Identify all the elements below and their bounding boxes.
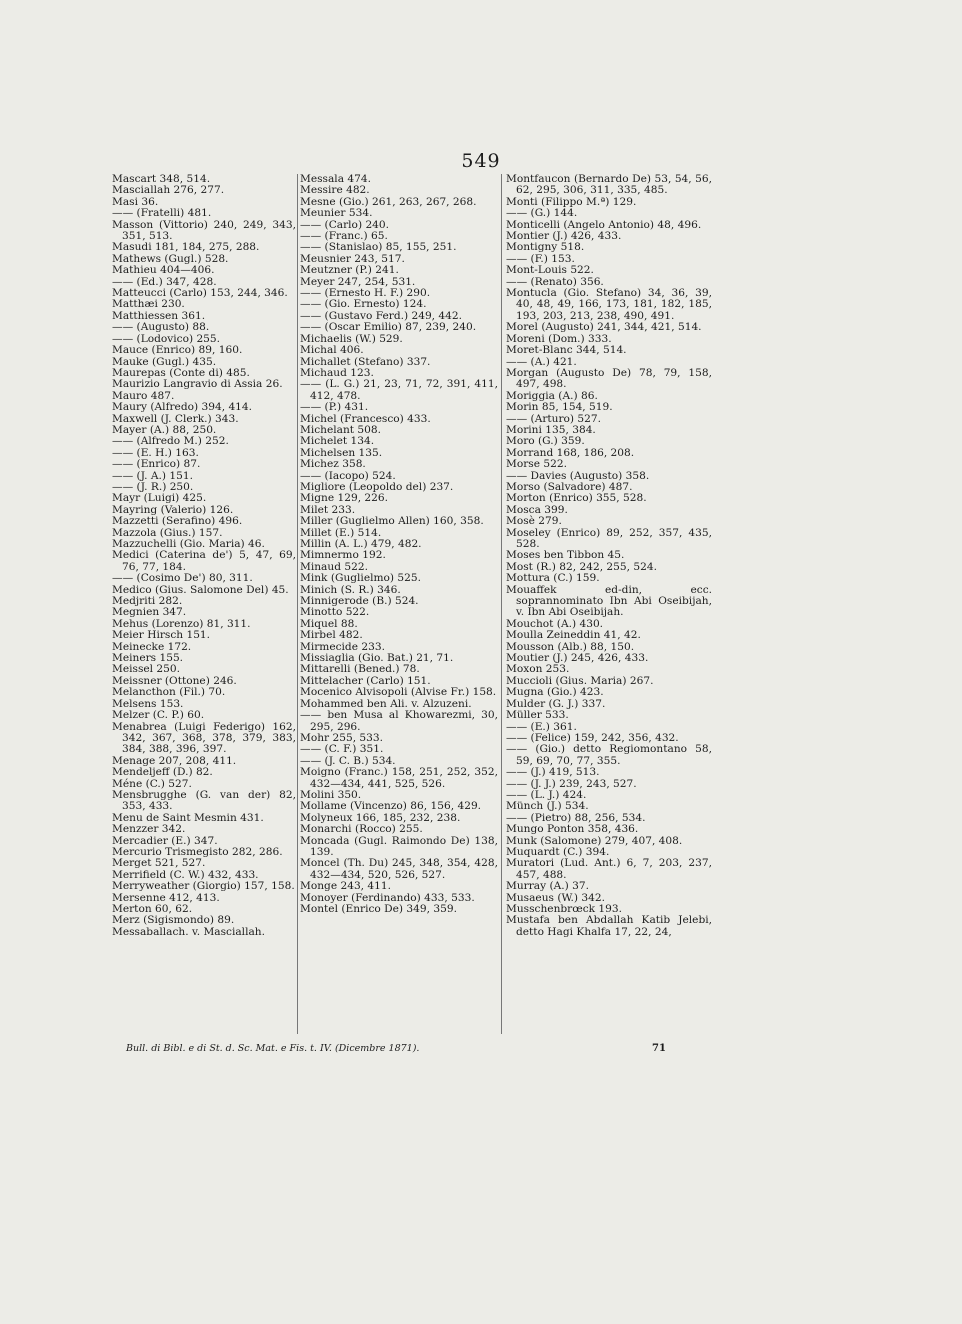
index-entry: Michal 406. xyxy=(300,344,364,357)
index-entry: —— (Cosimo De') 80, 311. xyxy=(112,572,253,585)
index-entry: Mersenne 412, 413. xyxy=(112,891,220,904)
index-entry: Montucla (Gio. Stefano) 34, 36, 39, 40, 48, 49, 166, 173, 181, 182, 185, 193, 203, 213, 238, 490, 491. xyxy=(506,287,712,322)
index-entry: Masi 36. xyxy=(112,195,159,208)
index-entry: Medico (Gius. Salomone Del) 45. xyxy=(112,583,289,596)
index-entry: —— (Enrico) 87. xyxy=(112,458,201,471)
index-entry: —— (Felice) 159, 242, 356, 432. xyxy=(506,731,679,744)
index-entry: Mathieu 404—406. xyxy=(112,264,215,277)
index-entry: Minotto 522. xyxy=(300,606,370,619)
index-entry: Moreni (Dom.) 333. xyxy=(506,332,612,345)
index-entry: —— (L. G.) 21, 23, 71, 72, 391, 411, 412, 478. xyxy=(300,378,498,402)
index-entry: Michelant 508. xyxy=(300,423,381,436)
index-entry: Merryweather (Giorgio) 157, 158. xyxy=(112,880,295,893)
column-divider xyxy=(297,174,298,1034)
index-entry: —— (Fratelli) 481. xyxy=(112,207,212,220)
index-entry: Meutzner (P.) 241. xyxy=(300,264,399,277)
index-entry: Mohammed ben Ali. v. Alzuzeni. xyxy=(300,697,472,710)
index-entry: —— (Gio.) detto Regiomontano 58, 59, 69, 70, 77, 355. xyxy=(506,743,712,767)
index-entry: —— (C. F.) 351. xyxy=(300,743,384,756)
index-entry: Munk (Salomone) 279, 407, 408. xyxy=(506,834,683,847)
index-entry: Molini 350. xyxy=(300,788,362,801)
index-entry: Michel (Francesco) 433. xyxy=(300,412,431,425)
index-entry: —— (L. J.) 424. xyxy=(506,788,587,801)
index-column-left xyxy=(112,174,296,938)
index-entry: Miller (Guglielmo Allen) 160, 358. xyxy=(300,515,484,528)
index-entry: Migne 129, 226. xyxy=(300,492,389,505)
index-entry: Menage 207, 208, 411. xyxy=(112,754,237,767)
index-entry: Medici (Caterina de') 5, 47, 69, 76, 77, 184. xyxy=(112,549,296,573)
index-entry: Montier (J.) 426, 433. xyxy=(506,230,622,243)
index-entry: —— (Renato) 356. xyxy=(506,275,604,288)
index-entry: Mesne (Gio.) 261, 263, 267, 268. xyxy=(300,195,477,208)
signature-mark: 71 xyxy=(652,1043,666,1054)
index-entry: Melzer (C. P.) 60. xyxy=(112,709,205,722)
index-entry: Moigno (Franc.) 158, 251, 252, 352, 432—434, 441, 525, 526. xyxy=(300,766,498,790)
index-entry: Mauro 487. xyxy=(112,389,175,402)
index-entry: Maurepas (Conte di) 485. xyxy=(112,366,250,379)
index-entry: Montel (Enrico De) 349, 359. xyxy=(300,903,457,915)
index-entry: Muquardt (C.) 394. xyxy=(506,845,610,858)
index-entry: Mazzetti (Serafino) 496. xyxy=(112,515,243,528)
index-entry: Meusnier 243, 517. xyxy=(300,252,405,265)
index-entry: Montfaucon (Bernardo De) 53, 54, 56, 62, 295, 306, 311, 335, 485. xyxy=(506,173,712,197)
index-entry: Moncada (Gugl. Raimondo De) 138, 139. xyxy=(300,834,498,858)
index-entry: Miquel 88. xyxy=(300,617,358,630)
column-divider xyxy=(501,174,502,1034)
index-entry: Mascart 348, 514. xyxy=(112,173,211,185)
index-entry: Mittarelli (Bened.) 78. xyxy=(300,663,420,676)
index-entry: Mazzuchelli (Gio. Maria) 46. xyxy=(112,538,265,550)
index-entry: —— ben Musa al Khowarezmi, 30, 295, 296. xyxy=(300,709,498,733)
index-entry: Mollame (Vincenzo) 86, 156, 429. xyxy=(300,800,482,813)
index-entry: Michaud 123. xyxy=(300,366,374,379)
index-entry: Meiners 155. xyxy=(112,652,184,665)
index-entry: —— (J. J.) 239, 243, 527. xyxy=(506,777,637,790)
index-entry: Matteucci (Carlo) 153, 244, 346. xyxy=(112,287,288,300)
journal-citation: Bull. di Bibl. e di St. d. Sc. Mat. e Fis. t. IV. (Dicembre 1871). xyxy=(126,1043,420,1054)
index-entry: Mousson (Alb.) 88, 150. xyxy=(506,640,635,653)
index-entry: Mohr 255, 533. xyxy=(300,731,384,744)
index-entry: Mustafa ben Abdallah Katib Jelebi, detto Hagi Khalfa 17, 22, 24, xyxy=(506,914,712,938)
index-entry: Mehus (Lorenzo) 81, 311. xyxy=(112,617,251,630)
index-entry: Mosè 279. xyxy=(506,515,562,528)
index-entry: Morso (Salvadore) 487. xyxy=(506,480,633,493)
index-entry: —— (Stanislao) 85, 155, 251. xyxy=(300,241,457,254)
index-entry: Mayr (Luigi) 425. xyxy=(112,492,207,505)
index-entry: Mungo Ponton 358, 436. xyxy=(506,823,639,836)
index-entry: Monge 243, 411. xyxy=(300,880,392,893)
index-entry: Mendeljeff (D.) 82. xyxy=(112,766,213,779)
index-entry: Monti (Filippo M.ª) 129. xyxy=(506,195,637,208)
index-entry: Murray (A.) 37. xyxy=(506,880,589,893)
index-entry: Münch (J.) 534. xyxy=(506,800,589,813)
index-entry: Menzzer 342. xyxy=(112,823,186,836)
index-entry: Meissel 250. xyxy=(112,663,180,676)
index-entry: Masudi 181, 184, 275, 288. xyxy=(112,241,260,254)
index-entry: Merrifield (C. W.) 432, 433. xyxy=(112,868,259,881)
index-entry: —— (E. H.) 163. xyxy=(112,446,199,459)
index-entry: Mirbel 482. xyxy=(300,629,363,642)
index-entry: Messire 482. xyxy=(300,184,370,197)
page-number: 549 xyxy=(461,150,501,172)
index-entry: Muratori (Lud. Ant.) 6, 7, 203, 237, 457, 488. xyxy=(506,857,712,881)
index-entry: Medjriti 282. xyxy=(112,595,183,608)
index-entry: Mauke (Gugl.) 435. xyxy=(112,355,217,368)
index-entry: Moutier (J.) 245, 426, 433. xyxy=(506,652,649,665)
index-entry: Müller 533. xyxy=(506,709,569,722)
index-entry: Merz (Sigismondo) 89. xyxy=(112,914,235,927)
index-entry: —— (Alfredo M.) 252. xyxy=(112,435,229,448)
index-entry: Melsens 153. xyxy=(112,697,184,710)
index-entry: Moriggia (A.) 86. xyxy=(506,389,598,402)
index-entry: Mayer (A.) 88, 250. xyxy=(112,423,217,436)
index-entry: Melancthon (Fil.) 70. xyxy=(112,686,226,699)
index-entry: Monoyer (Ferdinando) 433, 533. xyxy=(300,891,475,904)
index-entry: Maurizio Langravio di Assia 26. xyxy=(112,378,283,391)
index-entry: Méne (C.) 527. xyxy=(112,777,192,790)
index-entry: Migliore (Leopoldo del) 237. xyxy=(300,480,454,493)
index-entry: Morgan (Augusto De) 78, 79, 158, 497, 498. xyxy=(506,366,712,391)
index-column-right xyxy=(506,174,712,938)
index-entry: Messala 474. xyxy=(300,173,371,185)
index-entry: —— (F.) 153. xyxy=(506,252,575,265)
index-entry: Menu de Saint Mesmin 431. xyxy=(112,811,264,824)
index-entry: Merget 521, 527. xyxy=(112,857,206,870)
index-entry: Michelet 134. xyxy=(300,435,375,448)
index-entry: Michelsen 135. xyxy=(300,446,383,459)
index-entry: Mink (Guglielmo) 525. xyxy=(300,572,421,585)
index-entry: Mosca 399. xyxy=(506,503,568,516)
index-entry: Messaballach. v. Masciallah. xyxy=(112,925,265,938)
index-entry: Mirmecide 233. xyxy=(300,640,385,653)
index-entry: Megnien 347. xyxy=(112,606,187,619)
index-entry: Michez 358. xyxy=(300,458,366,471)
index-entry: Morrand 168, 186, 208. xyxy=(506,446,635,459)
index-entry: Mercadier (E.) 347. xyxy=(112,834,218,847)
index-entry: —— (P.) 431. xyxy=(300,401,369,414)
index-entry: Mocenico Alvisopoli (Alvise Fr.) 158. xyxy=(300,686,497,699)
index-entry: —— (Franc.) 65. xyxy=(300,230,388,243)
index-entry: Muccioli (Gius. Maria) 267. xyxy=(506,674,654,687)
index-entry: Meunier 534. xyxy=(300,207,373,220)
index-entry: —— (Lodovico) 255. xyxy=(112,332,221,345)
index-entry: Monarchi (Rocco) 255. xyxy=(300,823,423,836)
index-entry: Millin (A. L.) 479, 482. xyxy=(300,538,422,550)
index-entry: —— (Arturo) 527. xyxy=(506,412,602,425)
index-entry: Moncel (Th. Du) 245, 348, 354, 428, 432—434, 520, 526, 527. xyxy=(300,857,498,881)
index-entry: —— (J. A.) 151. xyxy=(112,469,193,482)
index-entry: Mimnermo 192. xyxy=(300,549,386,562)
index-entry: Morini 135, 384. xyxy=(506,423,596,436)
index-entry: Musaeus (W.) 342. xyxy=(506,891,605,904)
index-entry: Mouchot (A.) 430. xyxy=(506,617,604,630)
index-entry: —— (Iacopo) 524. xyxy=(300,469,396,482)
index-entry: Mensbrugghe (G. van der) 82, 353, 433. xyxy=(112,788,296,813)
index-entry: Milet 233. xyxy=(300,503,356,516)
index-entry: Moret-Blanc 344, 514. xyxy=(506,344,627,357)
index-entry: Meyer 247, 254, 531. xyxy=(300,275,416,288)
index-entry: Matthæi 230. xyxy=(112,298,185,311)
index-entry: Mugna (Gio.) 423. xyxy=(506,686,604,699)
index-entry: —— (Pietro) 88, 256, 534. xyxy=(506,811,646,824)
index-entry: —— (G.) 144. xyxy=(506,207,578,220)
index-entry: —— (J. C. B.) 534. xyxy=(300,754,396,767)
index-entry: Michallet (Stefano) 337. xyxy=(300,355,431,368)
index-entry: Molyneux 166, 185, 232, 238. xyxy=(300,811,461,824)
index-entry: Maury (Alfredo) 394, 414. xyxy=(112,401,253,414)
index-entry: Minaud 522. xyxy=(300,560,368,573)
index-entry: —— (Oscar Emilio) 87, 239, 240. xyxy=(300,321,477,334)
index-entry: —— (E.) 361. xyxy=(506,720,577,733)
index-entry: Mottura (C.) 159. xyxy=(506,572,600,585)
index-entry: Minich (S. R.) 346. xyxy=(300,583,401,596)
index-entry: Montigny 518. xyxy=(506,241,585,254)
index-entry: Morse 522. xyxy=(506,458,567,471)
index-entry: Millet (E.) 514. xyxy=(300,526,382,539)
index-entry: Morel (Augusto) 241, 344, 421, 514. xyxy=(506,321,702,334)
index-entry: —— (Gio. Ernesto) 124. xyxy=(300,298,427,311)
index-entry: Mulder (G. J.) 337. xyxy=(506,697,606,710)
index-entry: Mercurio Trismegisto 282, 286. xyxy=(112,845,283,858)
index-entry: Morin 85, 154, 519. xyxy=(506,401,613,414)
index-entry: Meinecke 172. xyxy=(112,640,192,653)
index-entry: Meier Hirsch 151. xyxy=(112,629,211,642)
index-entry: Mouaffek ed-din, ecc. soprannominato Ibn Abi Oseibijah, v. Ibn Abi Oseibijah. xyxy=(506,583,712,619)
index-entry: Moxon 253. xyxy=(506,663,570,676)
index-entry: Merton 60, 62. xyxy=(112,903,193,915)
index-entry: Meissner (Ottone) 246. xyxy=(112,674,237,687)
index-entry: Most (R.) 82, 242, 255, 524. xyxy=(506,560,657,573)
index-entry: Mayring (Valerio) 126. xyxy=(112,503,234,516)
index-entry: Mauce (Enrico) 89, 160. xyxy=(112,344,243,357)
index-entry: —— (J. R.) 250. xyxy=(112,480,194,493)
index-entry: Morton (Enrico) 355, 528. xyxy=(506,492,647,505)
index-entry: —— (A.) 421. xyxy=(506,355,577,368)
index-entry: Menabrea (Luigi Federigo) 162, 342, 367, 368, 378, 379, 383, 384, 388, 396, 397. xyxy=(112,720,296,756)
index-entry: —— (Carlo) 240. xyxy=(300,218,390,231)
index-entry: —— (Ernesto H. F.) 290. xyxy=(300,287,431,300)
index-entry: Maxwell (J. Clerk.) 343. xyxy=(112,412,239,425)
index-entry: —— (Augusto) 88. xyxy=(112,321,210,334)
index-entry: Matthiessen 361. xyxy=(112,309,206,322)
index-entry: Masson (Vittorio) 240, 249, 343, 351, 513. xyxy=(112,218,296,243)
index-entry: —— Davies (Augusto) 358. xyxy=(506,469,650,482)
index-entry: Mathews (Gugl.) 528. xyxy=(112,252,229,265)
index-column-middle xyxy=(300,174,498,915)
index-entry: Moro (G.) 359. xyxy=(506,435,585,448)
index-entry: Moulla Zeineddin 41, 42. xyxy=(506,629,641,642)
index-entry: Monticelli (Angelo Antonio) 48, 496. xyxy=(506,218,702,231)
index-entry: Masciallah 276, 277. xyxy=(112,184,225,197)
index-entry: Musschenbrœck 193. xyxy=(506,903,623,915)
index-entry: —— (Ed.) 347, 428. xyxy=(112,275,217,288)
index-entry: —— (Gustavo Ferd.) 249, 442. xyxy=(300,309,463,322)
index-entry: Mazzola (Gius.) 157. xyxy=(112,526,223,539)
index-entry: Moseley (Enrico) 89, 252, 357, 435, 528. xyxy=(506,526,712,550)
index-entry: Michaelis (W.) 529. xyxy=(300,332,403,345)
index-entry: Minnigerode (B.) 524. xyxy=(300,595,419,608)
index-entry: Mont-Louis 522. xyxy=(506,264,594,277)
index-entry: Missiaglia (Gio. Bat.) 21, 71. xyxy=(300,652,454,665)
index-entry: Mittelacher (Carlo) 151. xyxy=(300,674,431,687)
index-entry: —— (J.) 419, 513. xyxy=(506,766,600,779)
index-entry: Moses ben Tibbon 45. xyxy=(506,549,625,562)
